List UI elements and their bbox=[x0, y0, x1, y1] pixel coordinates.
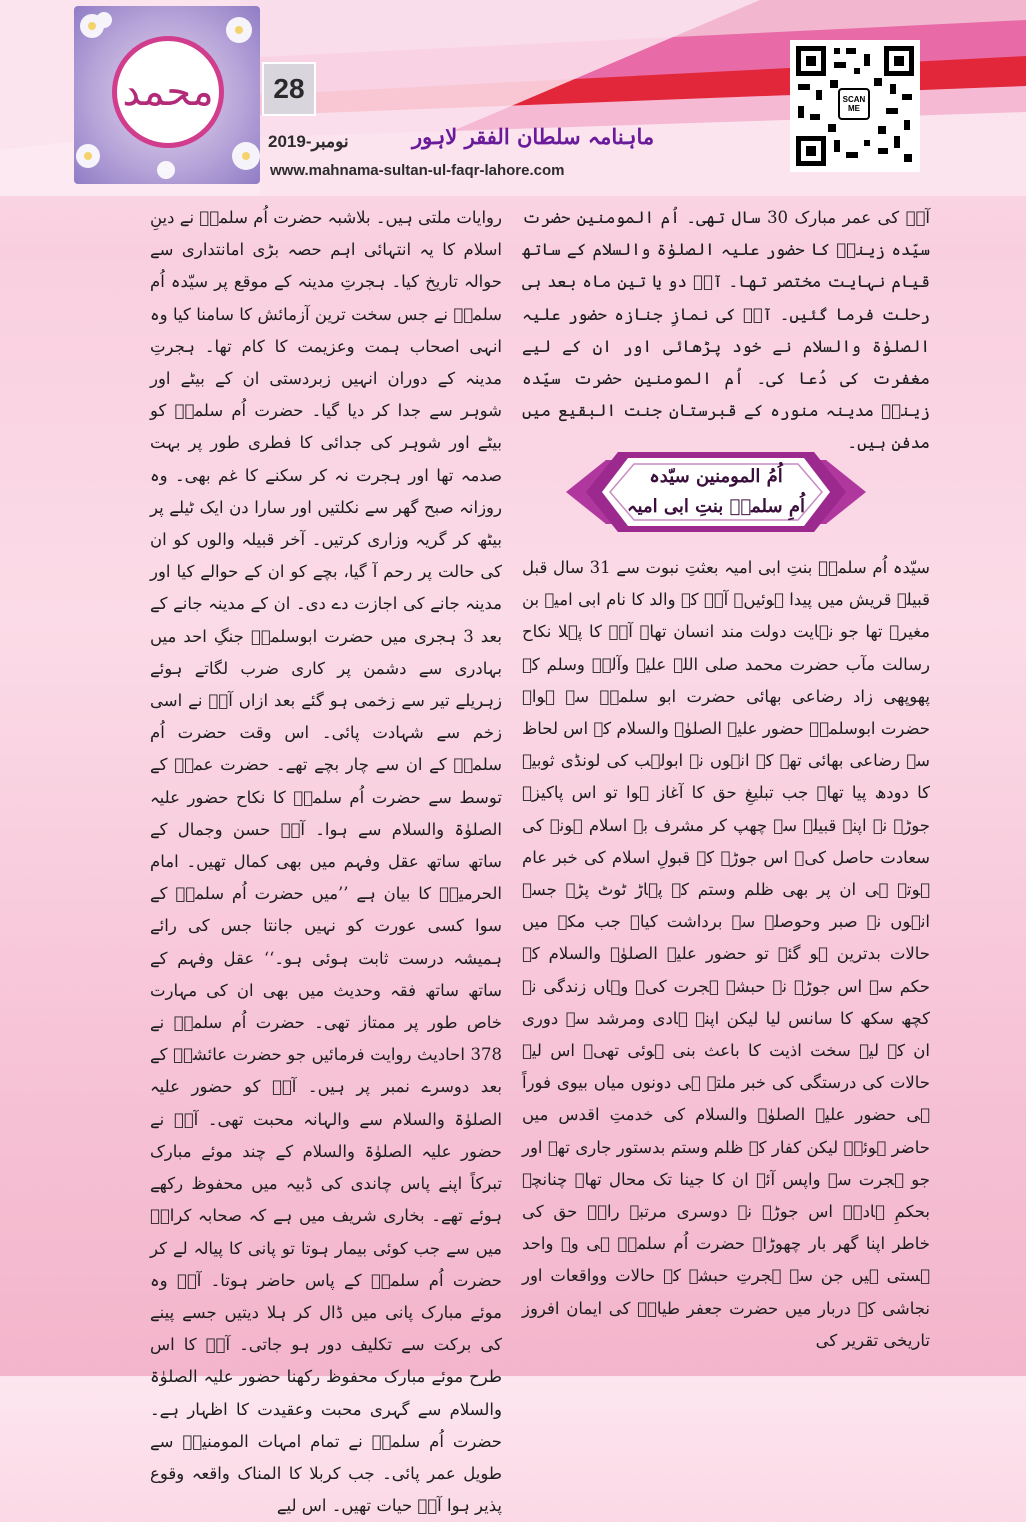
paragraph: سیّدہ اُم سلمہؓ بنتِ ابی امیہ بعثتِ نبوت سے 31 سال قبل قبیلہ قریش میں پیدا ہوئیں۔ آپؓ کے والد کا نام ابی امیہ بن مغیرہ تھا جو نہایت دولت مند انسان تھا۔ آپؓ کا پہلا نکاح رسالت مآب حضرت محمد صلی اللہ علیہ وآلہٖ وسلم کے پھوپھی زاد رضاعی بھائی حضرت ابو سلمہؓ سے ہوا۔ حضرت ابوسلمہؓ حضور علیہ الصلوٰۃ والسلام کے اس لحاظ سے رضاعی بھائی تھے کہ انہوں نے ابولہب کی لونڈی ثوبیہ کا دودھ پیا تھا۔ جب تبلیغِ حق کا آغاز ہوا تو اس پاکیزہ جوڑے نے اپنے قبیلے سے چھپ کر مشرف بہ اسلام ہونے کی سعادت حاصل کی۔ اس جوڑے کے قبولِ اسلام کی خبر عام ہوتے ہی ان پر بھی ظلم وستم کے پہاڑ ٹوٹ پڑے جسے انہوں نے صبر وحوصلہ سے برداشت کیا۔ جب مکہ میں حالات بدترین ہو گئے تو حضور علیہ الصلوٰۃ والسلام کے حکم سے اس جوڑے نے حبشہ ہجرت کی۔ وہاں زندگی نے کچھ سکھ کا سانس لیا لیکن اپنے ہادی ومرشد سے دوری ان کے لیے سخت اذیت کا باعث بنی ہوئی تھی۔ اس لیے حالات کی درستگی کی خبر ملتے ہی دونوں میاں بیوی فوراً ہی حضور علیہ الصلوٰۃ والسلام کی خدمتِ اقدس میں حاضر ہوئے۔ لیکن کفار کے ظلم وستم بدستور جاری تھے اور جو ہجرت سے واپس آئے ان کا جینا تک محال تھا۔ چنانچہ بحکمِ ہادیؐ اس جوڑے نے دوسری مرتبہ راہِ حق کی خاطر اپنا گھر بار چھوڑا۔ حضرت اُم سلمہؓ ہی وہ واحد ہستی ہیں جن سے ہجرتِ حبشہ کے حالات وواقعات اور نجاشی کے دربار میں حضرت جعفر طیارؓ کی ایمان افروز تاریخی تقریر کی bbox=[522, 558, 930, 1350]
qr-code[interactable] bbox=[790, 40, 920, 172]
website-url[interactable]: www.mahnama-sultan-ul-faqr-lahore.com bbox=[270, 162, 565, 179]
logo-emblem bbox=[112, 36, 224, 148]
magazine-logo bbox=[74, 6, 260, 184]
scan-me-badge: SCAN ME bbox=[838, 88, 870, 120]
paragraph: روایات ملتی ہیں۔ بلاشبہ حضرت اُم سلمہؓ نے دینِ اسلام کا یہ انتہائی اہم حصہ بڑی امانتداری سے حوالہ تاریخ کیا۔ ہجرتِ مدینہ کے موقع پر سیّدہ اُم سلمہؓ نے جس سخت ترین آزمائش کا سامنا کیا وہ انہی اصحاب ہمت وعزیمت کا کام تھا۔ ہجرتِ مدینہ کے دوران انہیں زبردستی ان کے بیٹے اور شوہر سے جدا کر دیا گیا۔ حضرت اُم سلمہؓ کو بیٹے اور شوہر کی جدائی کا فطری طور پر بہت صدمہ تھا اور ہجرت نہ کر سکنے کا غم بھی۔ وہ روزانہ صبح گھر سے نکلتیں اور سارا دن ایک ٹیلے پر بیٹھ کر گریہ وزاری کرتیں۔ آخر قبیلہ والوں کو ان کی حالت پر رحم آ گیا، بچے کو ان کے حوالے کیا اور مدینہ جانے کی اجازت دے دی۔ ان کے مدینہ جانے کے بعد 3 ہجری میں حضرت ابوسلمہؓ جنگِ احد میں بہادری سے دشمن پر کاری ضرب لگاتے ہوئے زہریلے تیر سے زخمی ہو گئے بعد ازاں آپؓ نے اسی زخم سے شہادت پائی۔ اس وقت حضرت اُم سلمہؓ کے ان سے چار بچے تھے۔ حضرت عمرؓ کے توسط سے حضرت اُم سلمہؓ کا نکاح حضور علیہ الصلوٰۃ والسلام سے ہوا۔ آپؓ حسن وجمال کے ساتھ ساتھ عقل وفہم میں بھی کمال تھیں۔ امام الحرمینؒ کا بیان ہے ’’میں حضرت اُم سلمہؓ کے سوا کسی عورت کو نہیں جانتا جس کی رائے ہمیشہ درست ثابت ہوئی ہو۔‘‘ عقل وفہم کے ساتھ ساتھ فقہ وحدیث میں بھی ان کی مہارت خاص طور پر ممتاز تھی۔ حضرت اُم سلمہؓ نے 378 احادیث روایت فرمائیں جو حضرت عائشہؓ کے بعد دوسرے نمبر پر ہیں۔ آپؓ کو حضور علیہ الصلوٰۃ والسلام سے والہانہ محبت تھی۔ آپؓ نے حضور علیہ الصلوٰۃ والسلام کے چند موئے مبارک تبرکاً اپنے پاس چاندی کی ڈبیہ میں محفوظ رکھے ہوئے تھے۔ بخاری شریف میں ہے کہ صحابہ کرامؓ میں سے جب کوئی بیمار ہوتا تو پانی کا پیالہ لے کر حضرت اُم سلمہؓ کے پاس حاضر ہوتا۔ آپؓ وہ موئے مبارک پانی میں ڈال کر ہلا دیتیں جسے پینے کی برکت سے تکلیف دور ہو جاتی۔ آپؓ کا اس طرح موئے مبارک محفوظ رکھنا حضور علیہ الصلوٰۃ والسلام سے گہری محبت وعقیدت کا اظہار ہے۔ حضرت اُم سلمہؓ نے تمام امہات المومنینؓ سے طویل عمر پائی۔ جب کربلا کا المناک واقعہ وقوع پذیر ہوا آپؓ حیات تھیں۔ اس لیے bbox=[150, 208, 502, 1516]
page-number: 28 bbox=[262, 62, 316, 116]
article-column-left bbox=[150, 202, 502, 1522]
page-header bbox=[0, 0, 1026, 196]
heading-line-2: اُمِ سلمہؓ بنتِ ابی امیہ bbox=[627, 496, 806, 517]
heading-line-1: اُمُ المومنین سیّدہ bbox=[649, 466, 783, 487]
issue-date: نومبر-2019 bbox=[268, 132, 349, 151]
paragraph: آپؓ کی عمر مبارک 30 سال تھی۔ اُم المومنین حضرت سیّدہ زینبؓ کا حضور علیہ الصلوٰۃ والسلام کے ساتھ قیام نہایت مختصر تھا۔ آپؓ دو یا تین ماہ بعد ہی رحلت فرما گئیں۔ آپؓ کی نمازِ جنازہ حضور علیہ الصلوٰۃ والسلام نے خود پڑھائی اور ان کے لیے مغفرت کی دُعا کی۔ اُم المومنین حضرت سیّدہ زینبؓ مدینہ منورہ کے قبرستان جنت البقیع میں مدفن ہیں۔ bbox=[522, 208, 931, 453]
logo-calligraphy: محمد bbox=[122, 69, 214, 115]
magazine-name: ماہنامہ سلطان الفقر لاہور bbox=[412, 124, 655, 149]
article-column-right-bottom bbox=[522, 552, 930, 1357]
article-column-right-top bbox=[522, 202, 930, 460]
section-heading bbox=[626, 456, 806, 528]
